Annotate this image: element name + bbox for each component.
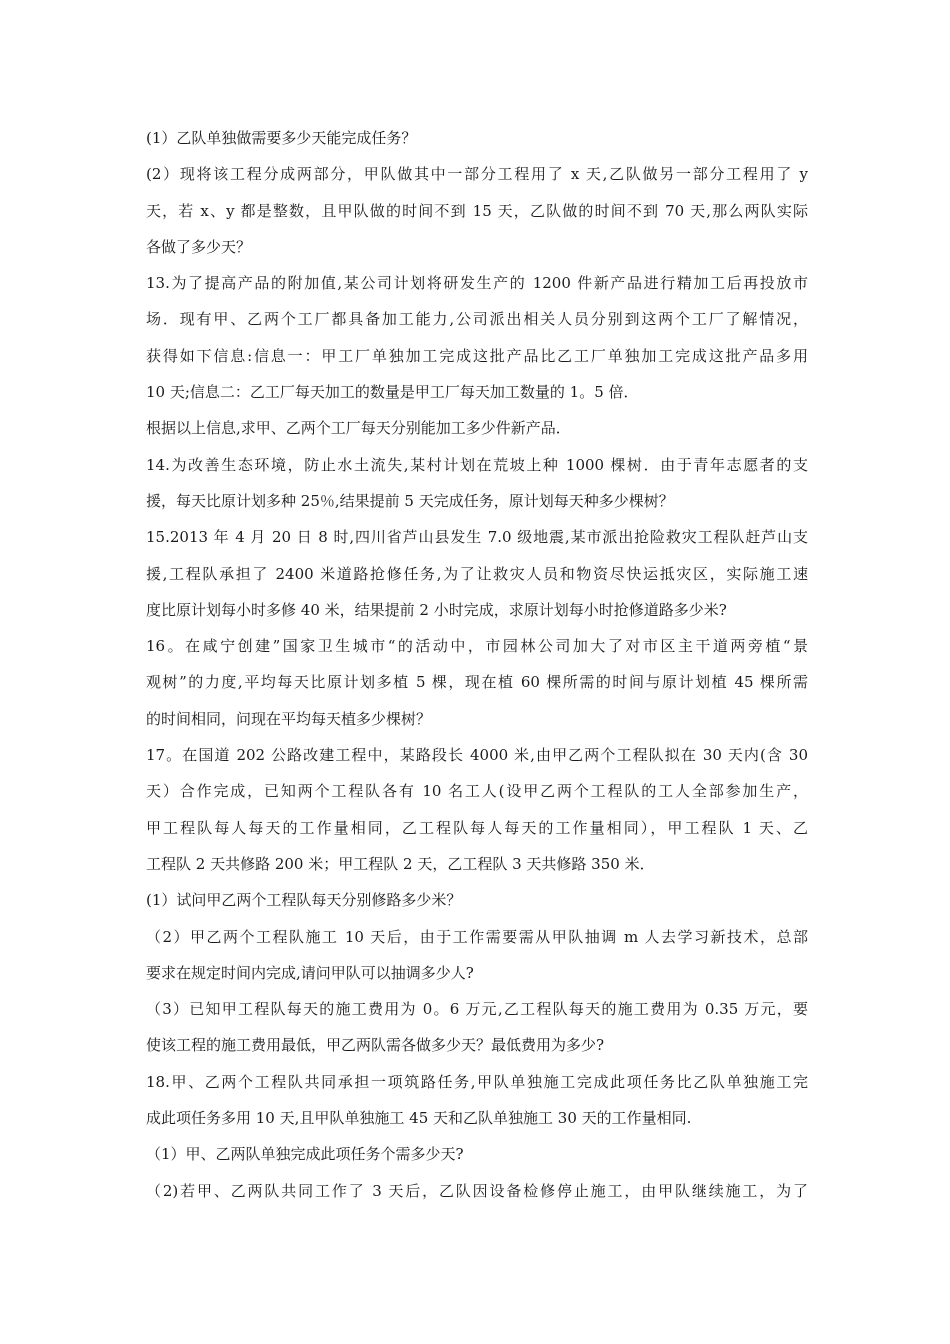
text-line: 18.甲、乙两个工程队共同承担一项筑路任务,甲队单独施工完成此项任务比乙队单独施工完 xyxy=(146,1072,808,1091)
text-line: （2）甲乙两个工程队施工 10 天后，由于工作需要需从甲队抽调 m 人去学习新技术，总部 xyxy=(146,927,808,946)
text-line: 工程队 2 天共修路 200 米；甲工程队 2 天，乙工程队 3 天共修路 350 米． xyxy=(146,854,655,873)
text-line: 援,工程队承担了 2400 米道路抢修任务,为了让救灾人员和物资尽快运抵灾区，实际施工速 xyxy=(146,564,808,583)
text-line: 17。在国道 202 公路改建工程中，某路段长 4000 米,由甲乙两个工程队拟在 30 天内(含 30 xyxy=(146,746,808,765)
text-line: （3）已知甲工程队每天的施工费用为 0。6 万元,乙工程队每天的施工费用为 0.35 万元，要 xyxy=(146,1000,808,1019)
text-line: 天）合作完成，已知两个工程队各有 10 名工人(设甲乙两个工程队的工人全部参加生产， xyxy=(146,782,808,801)
text-line: (2）现将该工程分成两部分，甲队做其中一部分工程用了 x 天,乙队做另一部分工程用了 y xyxy=(146,165,808,184)
text-line: （1）甲、乙两队单独完成此项任务个需多少天? xyxy=(146,1145,464,1164)
text-line: 度比原计划每小时多修 40 米，结果提前 2 小时完成，求原计划每小时抢修道路多少米? xyxy=(146,600,727,619)
text-line: 观树”的力度,平均每天比原计划多植 5 棵，现在植 60 棵所需的时间与原计划植 45 棵所需 xyxy=(146,673,808,692)
text-line: 援，每天比原计划多种 25％,结果提前 5 天完成任务，原计划每天种多少棵树？ xyxy=(146,491,674,510)
text-line: (1）乙队单独做需要多少天能完成任务？ xyxy=(146,129,417,147)
text-line: （2)若甲、乙两队共同工作了 3 天后，乙队因设备检修停止施工，由甲队继续施工，为了 xyxy=(146,1181,808,1200)
text-line: 14.为改善生态环境，防止水土流失,某村计划在荒坡上种 1000 棵树．由于青年志愿者的支 xyxy=(146,455,808,474)
text-line: 的时间相同，问现在平均每天植多少棵树？ xyxy=(146,709,432,728)
text-line: 根据以上信息,求甲、乙两个工厂每天分别能加工多少件新产品． xyxy=(146,419,571,438)
text-line: 甲工程队每人每天的工作量相同，乙工程队每人每天的工作量相同），甲工程队 1 天、乙 xyxy=(146,818,808,837)
text-line: (1）试问甲乙两个工程队每天分别修路多少米？ xyxy=(146,891,462,910)
text-line: 各做了多少天？ xyxy=(146,237,252,256)
text-line: 获得如下信息:信息一：甲工厂单独加工完成这批产品比乙工厂单独加工完成这批产品多用 xyxy=(146,346,808,365)
text-line: 场．现有甲、乙两个工厂都具备加工能力,公司派出相关人员分别到这两个工厂了解情况， xyxy=(146,310,808,329)
text-line: 成此项任务多用 10 天,且甲队单独施工 45 天和乙队单独施工 30 天的工作量相同. xyxy=(146,1109,692,1128)
text-line: 天，若 x、y 都是整数，且甲队做的时间不到 15 天，乙队做的时间不到 70 天,那么两队实际 xyxy=(146,201,808,220)
text-line: 要求在规定时间内完成,请问甲队可以抽调多少人? xyxy=(146,963,474,982)
text-line: 15.2013 年 4 月 20 日 8 时,四川省芦山县发生 7.0 级地震,某市派出抢险救灾工程队赶芦山支 xyxy=(146,528,808,547)
text-line: 16。在咸宁创建”国家卫生城市“的活动中，市园林公司加大了对市区主干道两旁植“景 xyxy=(146,637,808,656)
text-line: 使该工程的施工费用最低，甲乙两队需各做多少天？最低费用为多少? xyxy=(146,1036,605,1055)
text-line: 13.为了提高产品的附加值,某公司计划将研发生产的 1200 件新产品进行精加工后再投放市 xyxy=(146,274,808,293)
document-body xyxy=(146,120,808,1209)
text-line: 10 天;信息二：乙工厂每天加工的数量是甲工厂每天加工数量的 1。5 倍． xyxy=(146,383,639,402)
